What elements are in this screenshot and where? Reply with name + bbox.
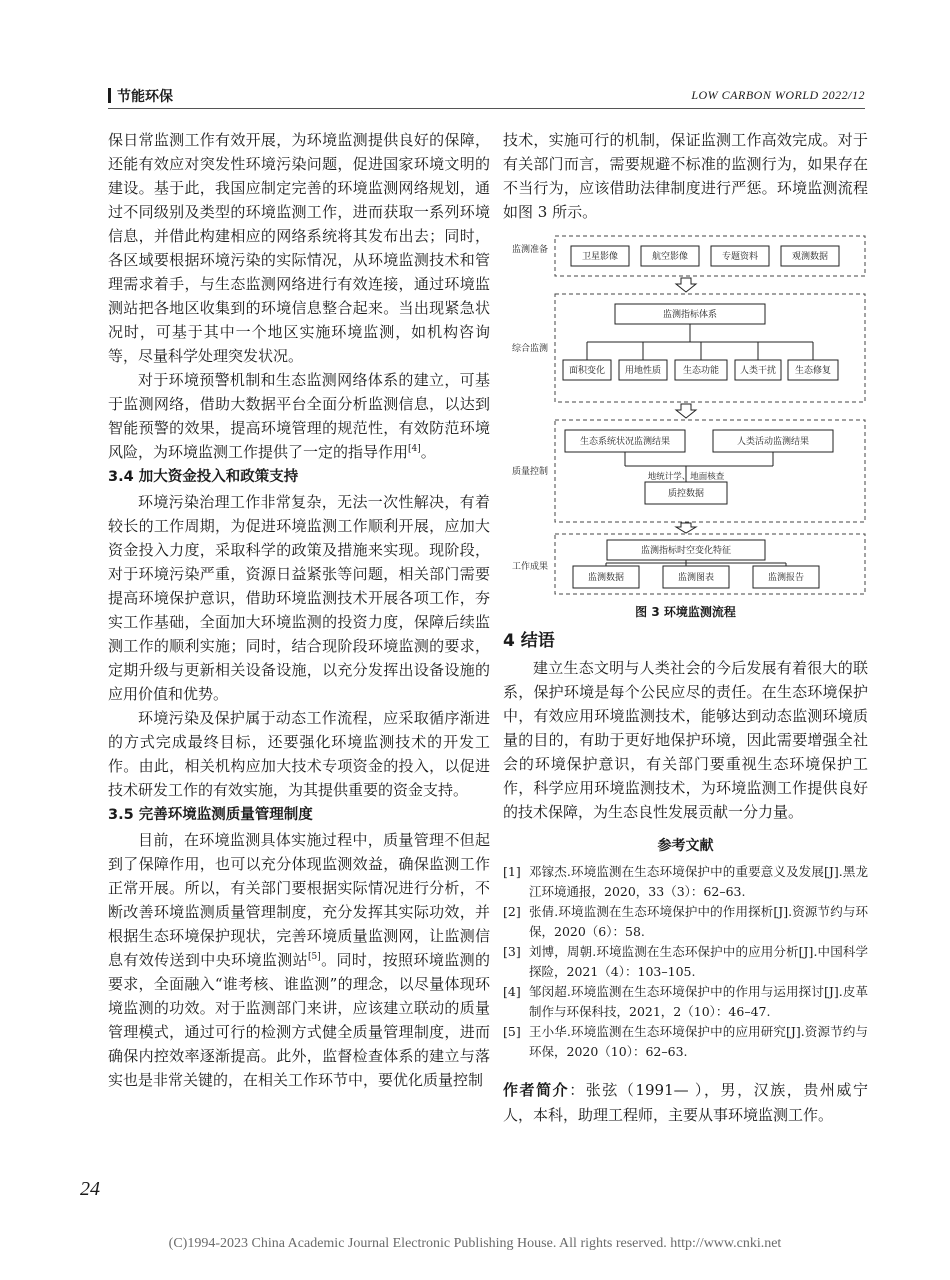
paragraph	[108, 368, 490, 464]
paragraph-text: 对于环境预警机制和生态监测网络体系的建立，可基于监测网络，借助大数据平台全面分析监测信息，以达到智能预警的效果，提高环境管理的规范性，有效防范环境风险，为环境监测工作提供了一定的指导作用	[108, 371, 490, 461]
paragraph: 建立生态文明与人类社会的今后发展有着很大的联系，保护环境是每个公民应尽的责任。在生态环境保护中，有效应用环境监测技术，能够达到动态监测环境质量的目的，有助于更好地保护环境，因此需要增强全社会的环境保护意识，有关部门要重视生态环境保护工作，科学应用环境监测技术，为环境监测工作提供良好的技术保障，为生态良性发展贡献一分力量。	[503, 659, 868, 821]
stage-label-line	[512, 243, 548, 255]
box-label: 观测数据	[791, 252, 829, 262]
box-label: 用地性质	[624, 366, 662, 376]
reference-number: [1]	[503, 864, 521, 879]
box-label: 监测图表	[677, 573, 715, 583]
paragraph: 环境污染及保护属于动态工作流程，应采取循序渐进的方式完成最终目标，还要强化环境监测技术的开发工作。由此，相关机构应加大技术专项资金的投入，以促进技术研发工作的有效实施，为其提供重要的资金支持。	[108, 709, 490, 799]
section-title: 节能环保	[117, 89, 173, 105]
down-arrow-icon	[676, 278, 696, 292]
box-label: 监测数据	[587, 573, 625, 583]
stage-label: 工作成果	[511, 562, 549, 572]
box-label: 监测报告	[767, 573, 805, 583]
box-label: 人类活动监测结果	[736, 437, 810, 447]
box-label: 面积变化	[568, 366, 606, 376]
stage-label: 监测准备	[511, 245, 549, 255]
reference-text: 邹闵超.环境监测在生态环境保护中的作用与运用探讨[J].皮革制作与环保科技，2021，2（10）：46–47.	[529, 984, 868, 1019]
section-heading: 3.4 加大资金投入和政策支持	[108, 469, 299, 485]
reference-item	[503, 862, 868, 902]
author-bio	[503, 1078, 868, 1128]
flowchart-svg	[503, 234, 868, 598]
box-label: 卫星影像	[581, 252, 619, 262]
reference-number: [4]	[503, 984, 521, 999]
box-label: 生态修复	[794, 366, 832, 376]
reference-number: [3]	[503, 944, 521, 959]
journal-section	[108, 86, 173, 106]
reference-text: 王小华.环境监测在生态环境保护中的应用研究[J].资源节约与环保，2020（10）：62–63.	[529, 1024, 868, 1059]
box-label: 生态系统状况监测结果	[579, 437, 671, 447]
paragraph-end: 。	[420, 443, 436, 461]
monitoring-flowchart	[503, 234, 868, 598]
paragraph: 技术，实施可行的机制，保证监测工作高效完成。对于有关部门而言，需要规避不标准的监测行为，如果存在不当行为，应该借助法律制度进行严惩。环境监测流程如图 3 所示。	[503, 131, 868, 221]
stage-label: 质量控制	[511, 467, 549, 477]
paragraph	[108, 828, 490, 1092]
box-label: 质控数据	[667, 489, 705, 499]
box-label: 航空影像	[651, 252, 689, 262]
journal-name: LOW CARBON WORLD 2022/12	[691, 88, 865, 102]
reference-text: 张倩.环境监测在生态环境保护中的作用探析[J].资源节约与环保，2020（6）：58.	[529, 904, 868, 939]
citation: [4]	[408, 444, 421, 454]
section-heading: 3.5 完善环境监测质量管理制度	[108, 807, 313, 823]
paragraph: 保日常监测工作有效开展，为环境监测提供良好的保障，还能有效应对突发性环境污染问题，促进国家环境文明的建设。基于此，我国应制定完善的环境监测网络规划，通过不同级别及类型的环境监测工作，进而获取一系列环境信息，并借此构建相应的网络系统将其发布出去；同时，各区域要根据环境污染的实际情况，从环境监测技术和管理需求着手，与生态监测网络进行有效连接，通过环境监测站把各地区收集到的环境信息整合起来。当出现紧急状况时，可基于其中一个地区实施环境监测，如机构咨询等，尽量科学处理突发状况。	[108, 131, 490, 365]
right-column	[503, 128, 868, 1128]
header-bar	[108, 88, 111, 103]
reference-number: [2]	[503, 904, 521, 919]
box-label: 监测指标时空变化特征	[640, 546, 732, 556]
references-title: 参考文献	[657, 838, 714, 854]
paragraph: 环境污染治理工作非常复杂，无法一次性解决，有着较长的工作周期，为促进环境监测工作顺利开展，应加大资金投入力度，采取科学的政策及措施来实现。现阶段，对于环境污染严重，资源日益紧张等问题，相关部门需要提高环境保护意识，借助环境监测技术开展各项工作，夯实工作基础，全面加大环境监测的投资力度，保障后续监测工作的顺利实施；同时，结合现阶段环境监测的要求，定期升级与更新相关设备设施，以充分发挥出设备设施的应用价值和优势。	[108, 493, 490, 703]
copyright-footer: (C)1994-2023 China Academic Journal Electronic Publishing House. All rights reserved. http://www.cnki.net	[168, 1236, 782, 1251]
reference-number: [5]	[503, 1024, 521, 1039]
reference-item	[503, 902, 868, 942]
reference-item	[503, 942, 868, 982]
left-column	[108, 128, 490, 1092]
stage-label: 综合监测	[511, 344, 549, 354]
author-text: ：张弦（1991— ），男，汉族，贵州威宁人，本科，助理工程师，主要从事环境监测工作。	[503, 1081, 868, 1124]
reference-item	[503, 982, 868, 1022]
author-label: 作者简介	[503, 1081, 570, 1099]
references-list	[503, 862, 868, 1062]
box-label: 专题资料	[721, 252, 759, 262]
figure-caption: 图 3 环境监测流程	[635, 605, 736, 619]
section-heading: 4 结语	[503, 631, 555, 651]
box-label: 人类干扰	[739, 366, 777, 376]
paragraph-text: 目前，在环境监测具体实施过程中，质量管理不但起到了保障作用，也可以充分体现监测效益，确保监测工作正常开展。所以，有关部门要根据实际情况进行分析，不断改善环境监测质量管理制度，充分发挥其实际功效，并根据生态环境保护现状，完善环境质量监测网，让监测信息有效传送到中央环境监测站	[108, 831, 490, 969]
box-label: 生态功能	[682, 366, 720, 376]
reference-text: 刘博，周朝.环境监测在生态环保护中的应用分析[J].中国科学探险，2021（4）：103–105.	[529, 944, 868, 979]
reference-text: 邓镓杰.环境监测在生态环境保护中的重要意义及发展[J].黑龙江环境通报，2020，33（3）：62–63.	[529, 864, 868, 899]
down-arrow-icon	[676, 523, 696, 533]
box-label: 监测指标体系	[662, 310, 718, 320]
box-label: 地统计学、地面核查	[647, 472, 725, 482]
down-arrow-icon	[676, 404, 696, 418]
header-rule	[108, 108, 865, 109]
paragraph-text: 。同时，按照环境监测的要求，全面融入“谁考核、谁监测”的理念，以尽量体现环境监测的功效。对于监测部门来讲，应该建立联动的质量管理模式，通过可行的检测方式健全质量管理制度，进而确保内控效率逐渐提高。此外，监督检查体系的建立与落实也是非常关键的，在相关工作环节中，要优化质量控制	[108, 951, 490, 1089]
reference-item	[503, 1022, 868, 1062]
citation: [5]	[308, 952, 321, 962]
page-number: 24	[80, 1178, 100, 1200]
